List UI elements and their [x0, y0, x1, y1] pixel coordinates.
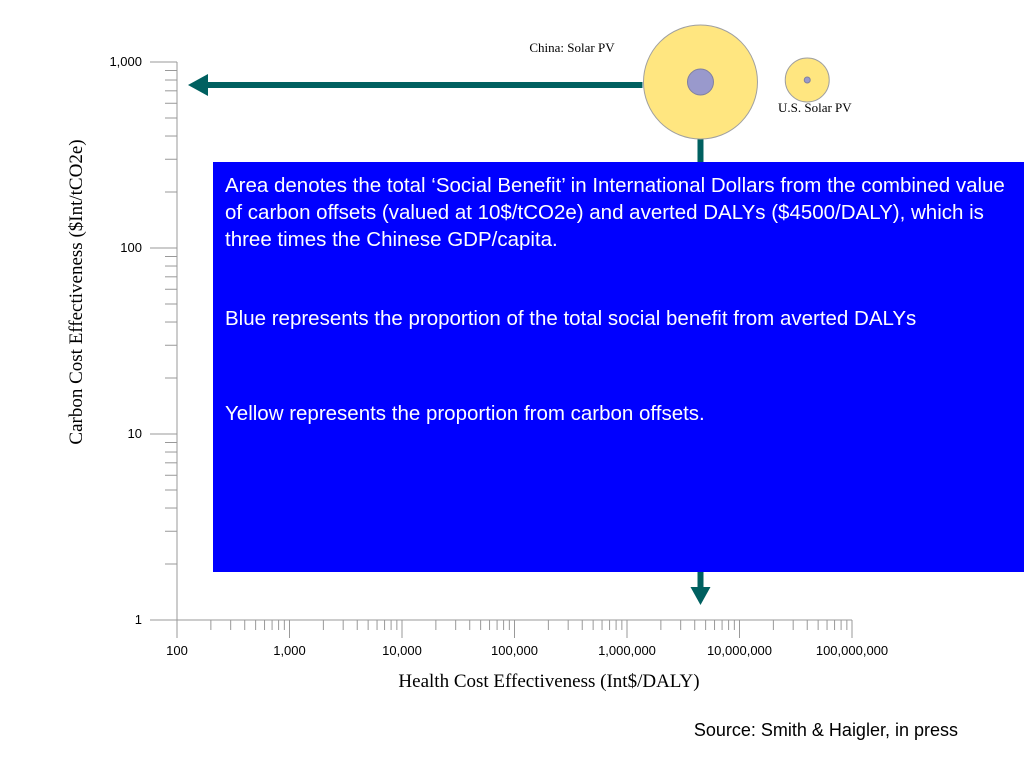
note-paragraph-yellow: Yellow represents the proportion from carbon offsets.: [225, 402, 705, 425]
y-axis-label: Carbon Cost Effectiveness ($Int/tCO2e): [66, 139, 87, 445]
x-tick-label: 100,000,000: [815, 643, 889, 658]
x-tick-label: 1,000: [273, 643, 306, 658]
x-tick-label: 100: [166, 643, 188, 658]
bubble-label: U.S. Solar PV: [778, 100, 852, 115]
bubble-label: China: Solar PV: [529, 40, 615, 55]
y-tick-label: 10: [127, 426, 142, 441]
horizontal-arrow-head: [188, 74, 208, 96]
note-paragraph-blue: Blue represents the proportion of the total social benefit from averted DALYs: [225, 307, 917, 330]
vertical-arrow-head: [690, 587, 710, 605]
bubble-inner-daly: [687, 69, 713, 95]
x-tick-label: 1,000,000: [598, 643, 656, 658]
x-axis-label: Health Cost Effectiveness (Int$/DALY): [398, 671, 700, 692]
bubble-inner-daly: [804, 77, 810, 83]
y-tick-label: 100: [120, 240, 142, 255]
y-tick-label: 1,000: [109, 54, 142, 69]
x-tick-label: 100,000: [491, 643, 538, 658]
legend-note-box: [213, 162, 1024, 572]
note-paragraph-area: Area denotes the total ‘Social Benefit’ in International Dollars from the combined value of carbon offsets (valued at 10$/tCO2e) and averted DALYs ($4500/DALY), which is three times the Chinese GDP/capita.: [225, 174, 1005, 251]
y-tick-label: 1: [134, 612, 142, 627]
source-citation: Source: Smith & Haigler, in press: [693, 720, 958, 740]
x-tick-label: 10,000: [382, 643, 422, 658]
x-tick-label: 10,000,000: [706, 643, 773, 658]
